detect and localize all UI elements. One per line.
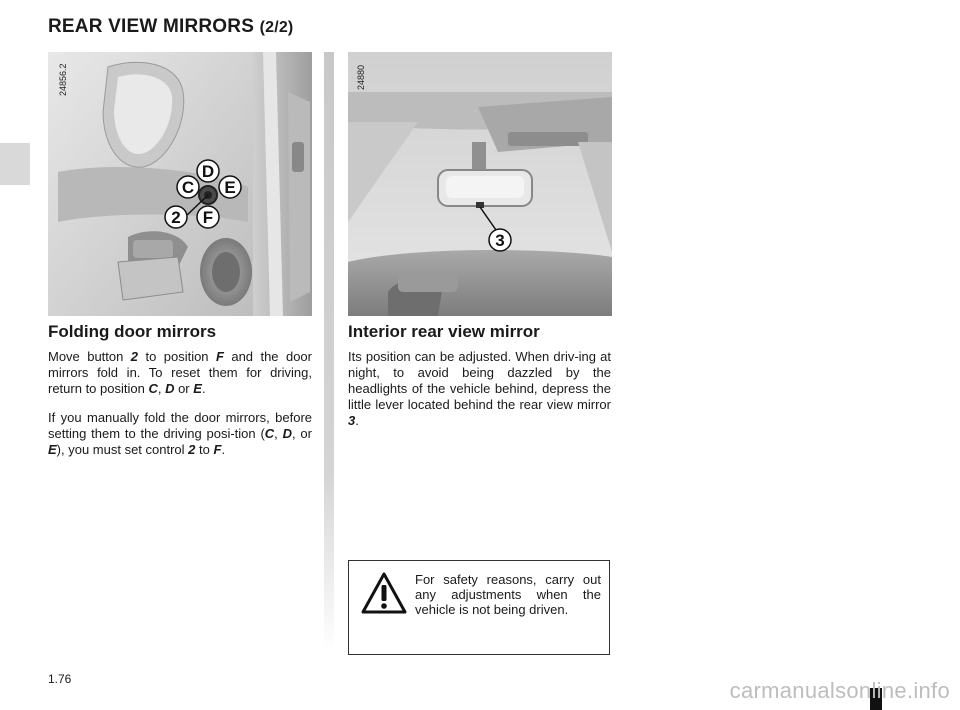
interior-mirror-drawing (348, 52, 612, 316)
figure-ref-left: 24856.2 (58, 63, 68, 96)
text-run: If you manually fold the door mirrors, before setting them to the driving posi-tion ( (48, 410, 312, 441)
text-run: ), you must set control (56, 442, 189, 457)
callout-f: F (202, 208, 214, 227)
watermark: carmanualsonline.info (729, 678, 950, 703)
ref-e: E (193, 381, 202, 396)
folding-paragraph-1 (48, 349, 312, 397)
page-title-part: (2/2) (259, 19, 294, 36)
ref-c: C (148, 381, 158, 396)
text-run: . (355, 413, 359, 428)
ref-e: E (48, 442, 57, 457)
text-run: and the door mirrors fold in. To reset them for driving, return to position (48, 349, 312, 396)
interior-paragraph-1 (348, 349, 611, 429)
text-run: to position (138, 349, 216, 364)
text-run: or (174, 381, 194, 396)
door-panel-drawing (48, 52, 312, 316)
callout-3: 3 (495, 231, 505, 250)
callout-c: C (181, 178, 195, 197)
warning-box (348, 560, 610, 655)
callout-2: 2 (171, 208, 181, 227)
ref-2: 2 (130, 349, 139, 364)
ref-3: 3 (348, 413, 356, 428)
ref-d: D (282, 426, 292, 441)
column-divider (324, 52, 334, 652)
text-run: , (157, 381, 166, 396)
text-run: Its position can be adjusted. When driv-ing at night, to avoid being dazzled by the headlights of the vehicle behind, depress the little lever located behind the rear view mirror (348, 349, 611, 412)
warning-triangle-icon (361, 571, 407, 615)
text-run: , (274, 426, 283, 441)
ref-2: 2 (188, 442, 196, 457)
section-heading-interior: Interior rear view mirror (348, 322, 540, 341)
figure-ref-right: 24880 (356, 64, 366, 90)
door-panel-illustration (48, 52, 312, 316)
page-title (48, 16, 293, 38)
callout-d: D (201, 162, 215, 181)
ref-c: C (264, 426, 275, 441)
text-run: , or (292, 426, 312, 441)
chapter-tab (0, 143, 30, 185)
text-run: Move button (48, 349, 131, 364)
folding-paragraph-2 (48, 410, 312, 458)
callout-e: E (224, 178, 236, 197)
interior-mirror-illustration (348, 52, 612, 316)
warning-text: For safety reasons, carry out any adjustments when the vehicle is not being driven. (415, 572, 601, 617)
text-run: . (201, 381, 206, 396)
section-heading-folding: Folding door mirrors (48, 322, 217, 341)
page-title-text: REAR VIEW MIRRORS (48, 16, 255, 37)
ref-f: F (213, 442, 222, 457)
text-run: to (195, 442, 214, 457)
text-run: . (221, 442, 226, 457)
ref-f: F (215, 349, 224, 364)
page-number: 1.76 (48, 672, 72, 686)
ref-d: D (165, 381, 175, 396)
